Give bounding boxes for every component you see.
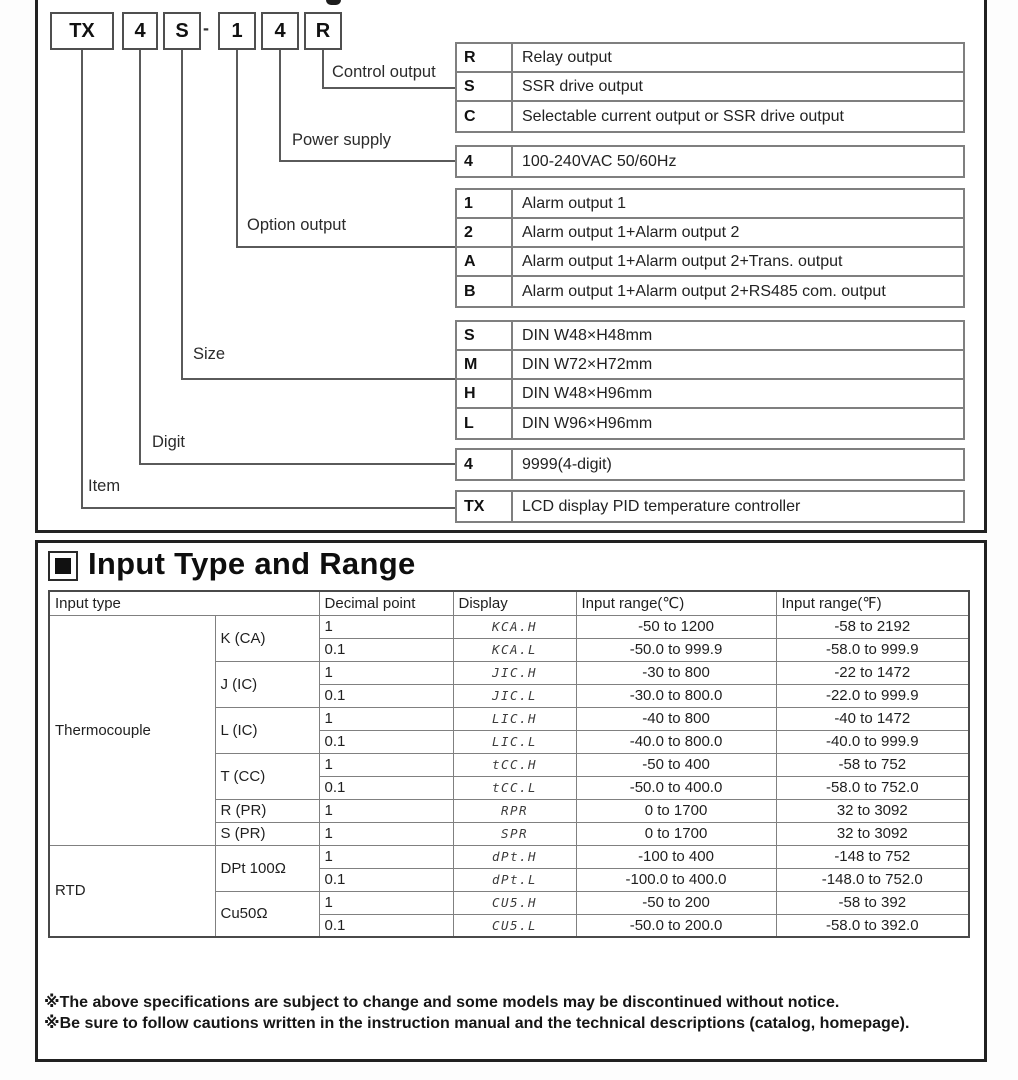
connector-line-horizontal <box>81 507 456 509</box>
range-fahrenheit-cell: -58.0 to 999.9 <box>776 638 969 661</box>
display-code-cell: KCA.H <box>453 615 576 638</box>
range-fahrenheit-cell: -148 to 752 <box>776 845 969 868</box>
connector-line-vertical <box>181 50 183 380</box>
code-cell: TX <box>457 492 513 521</box>
code-option-table <box>455 145 965 178</box>
display-code-cell: CU5.H <box>453 891 576 914</box>
code-cell: 4 <box>457 450 513 479</box>
decimal-point-cell: 1 <box>319 845 453 868</box>
description-cell: 100-240VAC 50/60Hz <box>522 152 677 170</box>
model-code-box: 4 <box>122 12 158 50</box>
range-fahrenheit-cell: 32 to 3092 <box>776 822 969 845</box>
connector-line-horizontal <box>139 463 456 465</box>
display-code-cell: SPR <box>453 822 576 845</box>
decimal-point-cell: 0.1 <box>319 638 453 661</box>
display-code-cell: KCA.L <box>453 638 576 661</box>
code-cell: 2 <box>457 219 513 246</box>
description-cell: 9999(4-digit) <box>522 455 612 473</box>
range-celsius-cell: -50.0 to 200.0 <box>576 914 776 937</box>
table-row <box>457 450 963 479</box>
reference-mark-icon: ※ <box>44 994 60 1011</box>
display-code-cell: tCC.H <box>453 753 576 776</box>
display-code-cell: CU5.L <box>453 914 576 937</box>
group-label: Option output <box>247 216 347 234</box>
decimal-point-cell: 1 <box>319 891 453 914</box>
range-fahrenheit-cell: -58 to 392 <box>776 891 969 914</box>
description-cell: Alarm output 1+Alarm output 2 <box>522 223 740 241</box>
model-code-box: 1 <box>218 12 256 50</box>
code-option-table <box>455 320 965 440</box>
range-fahrenheit-cell: -58 to 2192 <box>776 615 969 638</box>
col-header-range-c: Input range(℃) <box>576 591 776 615</box>
decimal-point-cell: 0.1 <box>319 730 453 753</box>
input-type-cell: Thermocouple <box>49 615 215 845</box>
group-label: Power supply <box>292 131 392 149</box>
code-cell: S <box>457 322 513 349</box>
decimal-point-cell: 1 <box>319 707 453 730</box>
sensor-cell: Cu50Ω <box>215 891 319 937</box>
table-row <box>457 322 963 351</box>
description-cell: DIN W72×H72mm <box>522 355 653 373</box>
model-code-box: R <box>304 12 342 50</box>
code-cell: 4 <box>457 147 513 176</box>
table-row <box>457 492 963 521</box>
footnotes <box>44 992 959 1034</box>
section-square-icon-fill <box>55 558 71 574</box>
description-cell: Relay output <box>522 48 612 66</box>
sensor-cell: L (IC) <box>215 707 319 753</box>
range-fahrenheit-cell: -58.0 to 392.0 <box>776 914 969 937</box>
model-code-box: S <box>163 12 201 50</box>
decimal-point-cell: 0.1 <box>319 914 453 937</box>
model-code-separator: - <box>203 18 209 38</box>
range-celsius-cell: 0 to 1700 <box>576 799 776 822</box>
col-header-range-f: Input range(℉) <box>776 591 969 615</box>
description-cell: Alarm output 1 <box>522 194 627 212</box>
group-label: Digit <box>152 433 186 451</box>
description-cell: DIN W48×H48mm <box>522 326 653 344</box>
range-fahrenheit-cell: -22.0 to 999.9 <box>776 684 969 707</box>
group-label: Size <box>193 345 226 363</box>
range-fahrenheit-cell: -22 to 1472 <box>776 661 969 684</box>
code-cell: A <box>457 248 513 275</box>
range-fahrenheit-cell: -40.0 to 999.9 <box>776 730 969 753</box>
display-code-cell: tCC.L <box>453 776 576 799</box>
display-code-cell: JIC.H <box>453 661 576 684</box>
connector-line-vertical <box>322 50 324 89</box>
table-header-row <box>49 591 969 615</box>
range-celsius-cell: -40 to 800 <box>576 707 776 730</box>
model-code-box: 4 <box>261 12 299 50</box>
description-cell: Alarm output 1+Alarm output 2+RS485 com. output <box>522 282 886 300</box>
sensor-cell: S (PR) <box>215 822 319 845</box>
connector-line-horizontal <box>322 87 456 89</box>
range-fahrenheit-cell: 32 to 3092 <box>776 799 969 822</box>
reference-mark-icon: ※ <box>44 1015 60 1032</box>
display-code-cell: RPR <box>453 799 576 822</box>
description-cell: DIN W48×H96mm <box>522 384 653 402</box>
display-code-cell: dPt.L <box>453 868 576 891</box>
description-cell: SSR drive output <box>522 77 643 95</box>
col-header-display: Display <box>453 591 576 615</box>
description-cell: DIN W96×H96mm <box>522 414 653 432</box>
display-code-cell: dPt.H <box>453 845 576 868</box>
decimal-point-cell: 0.1 <box>319 868 453 891</box>
page-title: Input Type and Range <box>88 546 416 581</box>
table-row <box>457 73 963 102</box>
sensor-cell: K (CA) <box>215 615 319 661</box>
table-row <box>49 845 969 868</box>
table-row <box>457 219 963 248</box>
table-row <box>457 44 963 73</box>
table-row <box>49 615 969 638</box>
connector-line-vertical <box>236 50 238 248</box>
col-header-input-type: Input type <box>49 591 319 615</box>
group-label: Item <box>88 477 121 495</box>
range-fahrenheit-cell: -58.0 to 752.0 <box>776 776 969 799</box>
range-celsius-cell: -100.0 to 400.0 <box>576 868 776 891</box>
col-header-decimal-point: Decimal point <box>319 591 453 615</box>
display-code-cell: LIC.L <box>453 730 576 753</box>
connector-line-vertical <box>279 50 281 162</box>
sensor-cell: T (CC) <box>215 753 319 799</box>
range-fahrenheit-cell: -40 to 1472 <box>776 707 969 730</box>
table-row <box>457 409 963 438</box>
range-celsius-cell: -100 to 400 <box>576 845 776 868</box>
connector-line-horizontal <box>236 246 456 248</box>
sensor-cell: R (PR) <box>215 799 319 822</box>
table-row <box>457 147 963 176</box>
footnote-1 <box>44 992 959 1013</box>
code-cell: L <box>457 409 513 438</box>
code-cell: H <box>457 380 513 407</box>
range-celsius-cell: -50 to 400 <box>576 753 776 776</box>
sensor-cell: J (IC) <box>215 661 319 707</box>
code-cell: C <box>457 102 513 131</box>
range-celsius-cell: -50.0 to 999.9 <box>576 638 776 661</box>
table-row <box>457 277 963 306</box>
input-type-cell: RTD <box>49 845 215 937</box>
code-option-table <box>455 490 965 523</box>
table-row <box>457 380 963 409</box>
range-celsius-cell: -50 to 200 <box>576 891 776 914</box>
table-row <box>457 102 963 131</box>
range-fahrenheit-cell: -148.0 to 752.0 <box>776 868 969 891</box>
range-celsius-cell: -50.0 to 400.0 <box>576 776 776 799</box>
code-option-table <box>455 188 965 308</box>
decimal-point-cell: 0.1 <box>319 776 453 799</box>
footnote-2 <box>44 1013 959 1034</box>
decimal-point-cell: 1 <box>319 615 453 638</box>
decimal-point-cell: 1 <box>319 753 453 776</box>
code-cell: S <box>457 73 513 100</box>
range-celsius-cell: -40.0 to 800.0 <box>576 730 776 753</box>
description-cell: Selectable current output or SSR drive output <box>522 107 844 125</box>
connector-line-vertical <box>81 50 83 509</box>
range-celsius-cell: -50 to 1200 <box>576 615 776 638</box>
section-square-icon <box>48 551 78 581</box>
decimal-point-cell: 1 <box>319 799 453 822</box>
range-fahrenheit-cell: -58 to 752 <box>776 753 969 776</box>
connector-line-horizontal <box>279 160 456 162</box>
code-cell: R <box>457 44 513 71</box>
connector-line-vertical <box>139 50 141 465</box>
table-row <box>457 190 963 219</box>
input-range-table <box>48 590 970 938</box>
code-cell: M <box>457 351 513 378</box>
display-code-cell: LIC.H <box>453 707 576 730</box>
code-option-table <box>455 448 965 481</box>
decimal-point-cell: 1 <box>319 822 453 845</box>
footnote-2-text: Be sure to follow cautions written in the instruction manual and the technical descriptions (catalog, homepage). <box>59 1015 910 1032</box>
model-code-box: TX <box>50 12 114 50</box>
range-celsius-cell: -30.0 to 800.0 <box>576 684 776 707</box>
decimal-point-cell: 0.1 <box>319 684 453 707</box>
table-row <box>457 351 963 380</box>
display-code-cell: JIC.L <box>453 684 576 707</box>
connector-line-horizontal <box>181 378 456 380</box>
group-label: Control output <box>332 63 436 81</box>
description-cell: LCD display PID temperature controller <box>522 497 801 515</box>
sensor-cell: DPt 100Ω <box>215 845 319 891</box>
range-celsius-cell: -30 to 800 <box>576 661 776 684</box>
range-celsius-cell: 0 to 1700 <box>576 822 776 845</box>
footnote-1-text: The above specifications are subject to change and some models may be discontinued without notice. <box>59 994 840 1011</box>
code-cell: 1 <box>457 190 513 217</box>
table-row <box>457 248 963 277</box>
code-cell: B <box>457 277 513 306</box>
code-option-table <box>455 42 965 133</box>
decimal-point-cell: 1 <box>319 661 453 684</box>
description-cell: Alarm output 1+Alarm output 2+Trans. output <box>522 252 843 270</box>
